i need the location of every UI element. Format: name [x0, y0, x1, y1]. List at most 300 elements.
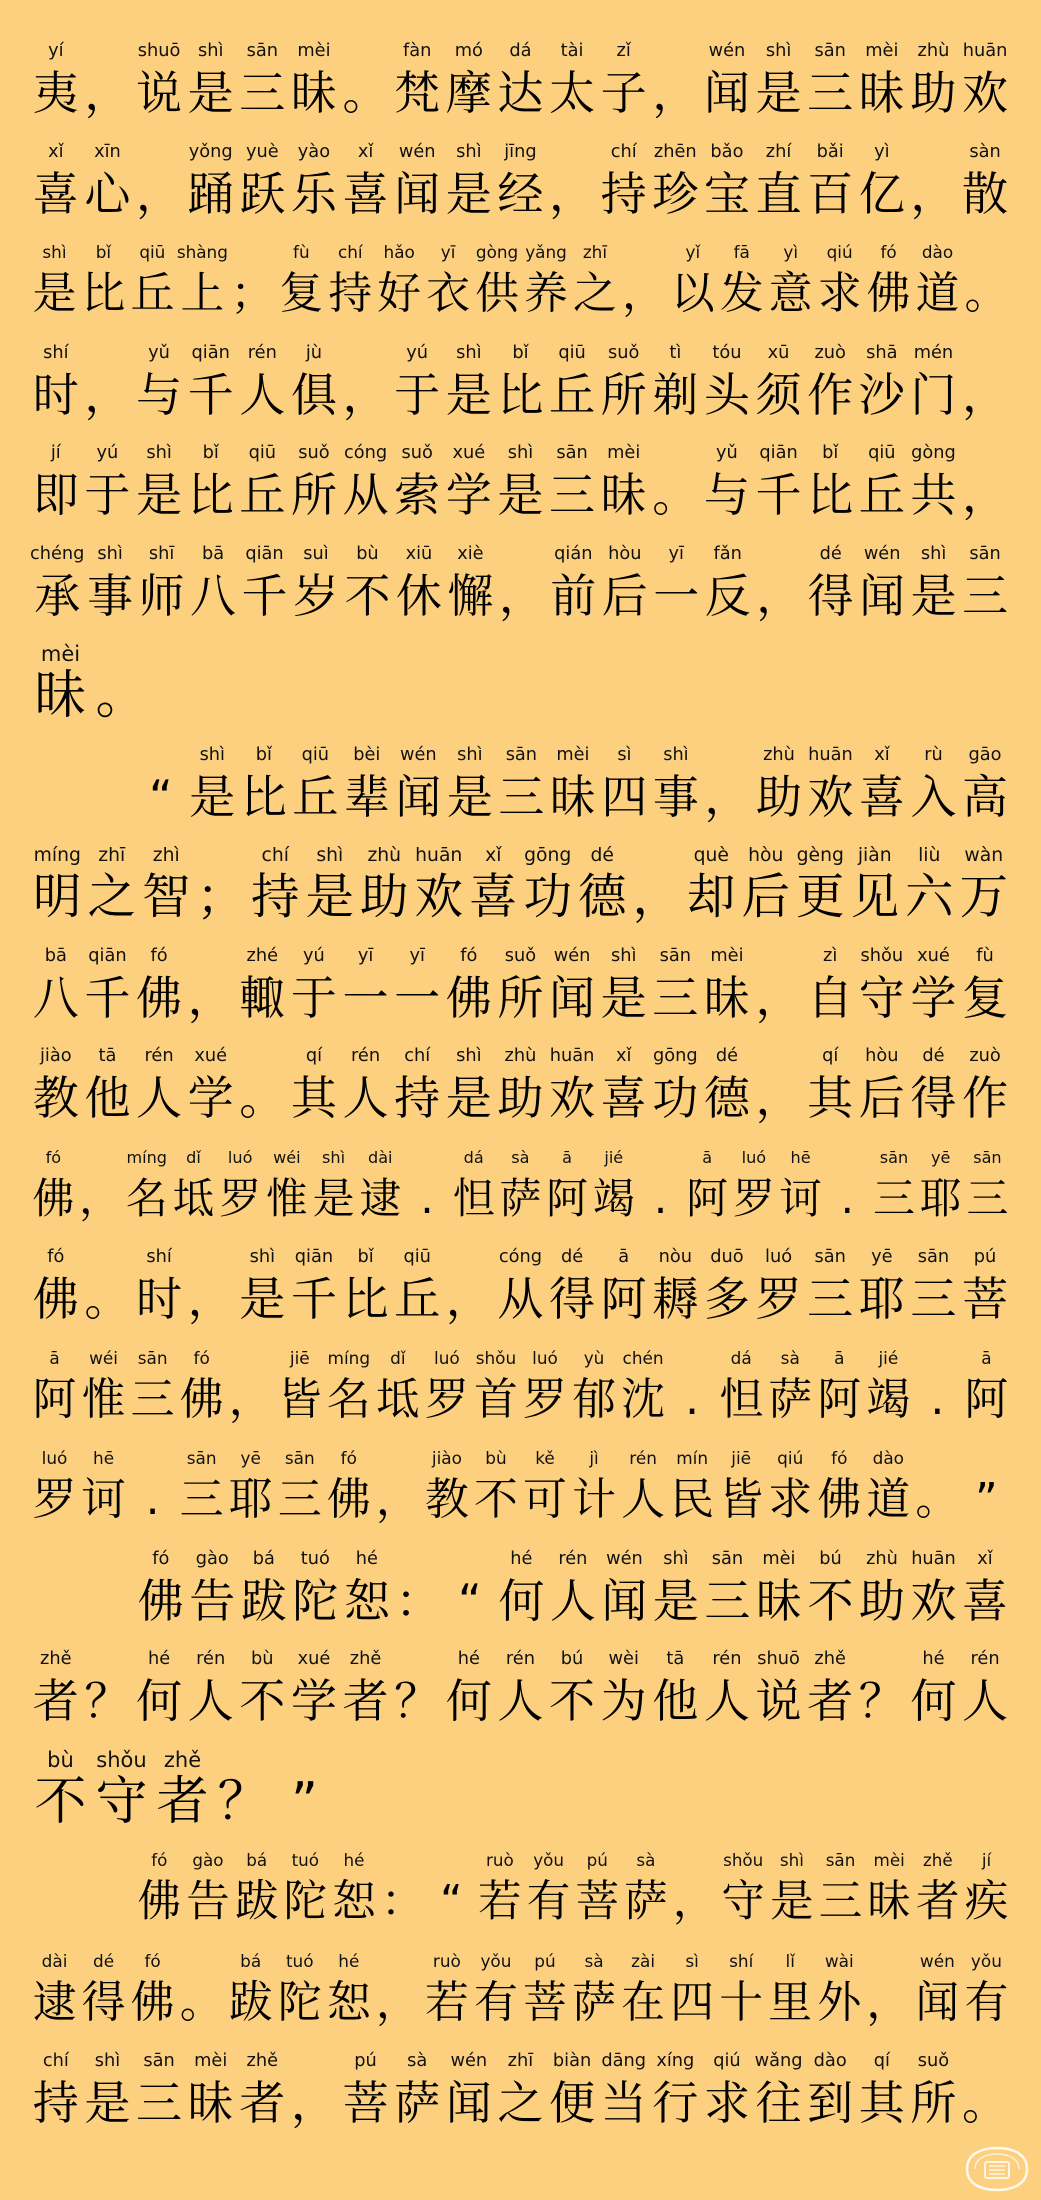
pinyin: huān: [911, 1548, 956, 1569]
hanzi: 竭: [592, 1173, 635, 1223]
character-with-pinyin: [128, 1948, 177, 2031]
hanzi: 是: [770, 1877, 814, 1927]
character-with-pinyin: [804, 38, 856, 121]
character-with-pinyin: [128, 239, 177, 322]
character-with-pinyin: [520, 1948, 569, 2031]
hanzi: 八: [32, 970, 79, 1025]
pinyin: shì: [663, 1548, 689, 1569]
hanzi: ？: [217, 1771, 270, 1832]
hanzi: 事: [87, 568, 134, 623]
hanzi: 恕: [343, 1573, 390, 1628]
character-with-pinyin: [288, 1646, 340, 1729]
pinyin: jiē: [731, 1448, 752, 1468]
hanzi: ，: [228, 1373, 273, 1425]
hanzi: 。: [915, 1474, 960, 1525]
hanzi: 以: [670, 268, 715, 319]
hanzi: 佛: [136, 970, 183, 1025]
pinyin: bǐ: [512, 342, 529, 363]
hanzi: 夷: [32, 66, 79, 120]
character-with-pinyin: [135, 1546, 187, 1629]
pinyin: hé: [355, 1548, 378, 1569]
hanzi: 后: [601, 568, 648, 623]
character-with-pinyin: [570, 1948, 619, 2031]
hanzi: 喜: [858, 769, 905, 824]
character-with-pinyin: [290, 541, 341, 624]
pinyin: bù: [485, 1448, 507, 1468]
character-with-pinyin: [340, 139, 392, 222]
hanzi: 复: [962, 970, 1009, 1025]
hanzi: 与: [703, 468, 750, 522]
pinyin: qí: [873, 2051, 890, 2071]
pinyin: ā: [618, 1247, 630, 1267]
hanzi: 罗: [424, 1373, 469, 1425]
character-with-pinyin: [753, 38, 805, 121]
character-with-pinyin: [133, 1646, 185, 1729]
pinyin: yǒu: [970, 1950, 1002, 1971]
character-with-pinyin: [427, 1847, 476, 1930]
hanzi: ，: [290, 2076, 337, 2130]
character-with-pinyin: [340, 38, 392, 121]
character-with-pinyin: [133, 139, 185, 222]
character-with-pinyin: [443, 1244, 495, 1327]
hanzi: 阿: [546, 1173, 589, 1223]
character-with-pinyin: [856, 943, 908, 1026]
pinyin: sān: [814, 1247, 846, 1267]
hanzi: 人: [136, 1071, 183, 1125]
pinyin: cóng: [343, 443, 388, 463]
pinyin: wài: [824, 1950, 854, 1971]
hanzi: 于: [290, 970, 337, 1025]
pinyin: suǒ: [504, 945, 537, 966]
pinyin: xué: [194, 1046, 228, 1066]
character-with-pinyin: [177, 1445, 226, 1528]
hanzi: ：: [395, 1573, 442, 1628]
hanzi: 持: [250, 869, 300, 925]
hanzi: 昧: [703, 970, 750, 1025]
hanzi: ？: [394, 1674, 441, 1728]
character-with-pinyin: [701, 943, 753, 1026]
pinyin: sàn: [969, 141, 1001, 162]
hanzi: ，: [755, 1071, 802, 1125]
hanzi: 不: [549, 1674, 596, 1728]
character-with-pinyin: [702, 1546, 754, 1629]
hanzi: 踊: [187, 166, 234, 221]
character-with-pinyin: [668, 239, 717, 322]
pinyin: qiū: [558, 342, 586, 363]
pinyin: wén: [708, 41, 746, 61]
hanzi: 佛: [137, 1877, 182, 1927]
hanzi: 得: [549, 1272, 596, 1326]
pinyin: shì: [663, 744, 689, 765]
hanzi: 跋: [240, 1573, 287, 1628]
hanzi: ，: [342, 367, 389, 422]
character-with-pinyin: [373, 1345, 422, 1428]
hanzi: 复: [279, 268, 324, 319]
character-with-pinyin: [959, 139, 1011, 222]
character-with-pinyin: [445, 541, 496, 624]
character-with-pinyin: [466, 842, 521, 925]
character-with-pinyin: [908, 340, 960, 423]
hanzi: 衣: [426, 268, 471, 319]
pinyin: rén: [970, 1649, 1000, 1669]
pinyin: zì: [823, 945, 838, 966]
pinyin: yì: [783, 242, 798, 262]
character-with-pinyin: [521, 842, 576, 925]
pinyin: mín: [676, 1448, 709, 1468]
hanzi: 欢: [549, 1071, 596, 1125]
pinyin: qián: [554, 543, 593, 564]
character-with-pinyin: [598, 340, 650, 423]
pinyin: hé: [922, 1649, 945, 1669]
character-with-pinyin: [330, 1847, 379, 1930]
hanzi: 三: [807, 1272, 854, 1326]
hanzi: 便: [549, 2076, 596, 2130]
hanzi: 萨: [394, 2076, 441, 2130]
character-with-pinyin: [701, 440, 753, 523]
hanzi: 是: [312, 1173, 355, 1223]
pinyin: wǎng: [754, 2051, 803, 2071]
hanzi: 萨: [572, 1976, 616, 2028]
character-with-pinyin: [185, 943, 237, 1026]
character-with-pinyin: [185, 1043, 237, 1126]
hanzi: 摩: [445, 66, 492, 120]
hanzi: 民: [670, 1474, 715, 1525]
pinyin: hòu: [865, 1046, 899, 1066]
hanzi: 万: [959, 869, 1008, 925]
hanzi: 人: [703, 1674, 750, 1728]
pinyin: sān: [556, 443, 588, 463]
pinyin: bù: [356, 543, 379, 564]
pinyin: sān: [711, 1548, 744, 1569]
hanzi: 时: [32, 367, 79, 422]
pinyin: shuō: [137, 41, 181, 61]
pinyin: zhě: [349, 1649, 382, 1669]
text-line: [30, 38, 1011, 139]
character-with-pinyin: [701, 2048, 753, 2131]
character-with-pinyin: [133, 1244, 185, 1327]
character-with-pinyin: [79, 239, 128, 322]
hanzi: 意: [768, 268, 813, 319]
hanzi: 共: [910, 468, 957, 522]
character-with-pinyin: [303, 842, 358, 925]
pinyin: wén: [400, 744, 437, 765]
pinyin: qiū: [868, 443, 896, 463]
pinyin: fó: [193, 1347, 210, 1368]
character-with-pinyin: [753, 1646, 805, 1729]
pinyin: zhī: [507, 2051, 534, 2071]
hanzi: 怛: [452, 1173, 495, 1223]
hanzi: ，: [910, 166, 957, 221]
hanzi: 比: [81, 268, 126, 319]
text-line: [30, 742, 1011, 843]
character-with-pinyin: [598, 2048, 650, 2131]
pinyin: wén: [863, 543, 901, 564]
character-with-pinyin: [753, 440, 805, 523]
character-with-pinyin: [702, 541, 753, 624]
pinyin: ruò: [486, 1850, 514, 1870]
hanzi: .: [930, 1373, 945, 1425]
character-with-pinyin: [957, 842, 1012, 925]
character-with-pinyin: [547, 1546, 599, 1629]
pinyin: gào: [192, 1850, 224, 1870]
pinyin: qiān: [294, 1247, 334, 1267]
character-with-pinyin: [326, 239, 375, 322]
hanzi: 者: [156, 1771, 209, 1832]
hanzi: 求: [703, 2076, 750, 2130]
character-with-pinyin: [281, 1847, 330, 1930]
hanzi: 人: [549, 1573, 596, 1628]
character-with-pinyin: [856, 1546, 908, 1629]
hanzi: 辈: [343, 769, 390, 824]
text-line: [30, 1546, 1011, 1647]
pinyin: yuè: [245, 141, 279, 162]
hanzi: 懈: [447, 568, 494, 623]
character-with-pinyin: [959, 1546, 1011, 1629]
pinyin: fù: [976, 945, 994, 966]
character-with-pinyin: [185, 2048, 237, 2131]
character-with-pinyin: [79, 1345, 128, 1428]
text-line: [30, 340, 1011, 441]
character-with-pinyin: [575, 842, 630, 925]
character-with-pinyin: [547, 742, 599, 825]
character-with-pinyin: [239, 541, 290, 624]
pinyin: wéi: [273, 1147, 301, 1167]
pinyin: jiào: [39, 1046, 72, 1066]
character-with-pinyin: [30, 842, 85, 925]
hanzi: 三: [910, 1272, 957, 1326]
pinyin: mèi: [710, 945, 744, 966]
pinyin: yù: [583, 1347, 605, 1368]
character-with-pinyin: [546, 440, 598, 523]
hanzi: ，: [498, 568, 545, 623]
character-with-pinyin: [340, 440, 392, 523]
character-with-pinyin: [443, 943, 495, 1026]
pinyin: jiàn: [857, 845, 892, 866]
pinyin: pú: [354, 2051, 377, 2071]
character-with-pinyin: [288, 139, 340, 222]
character-with-pinyin: [226, 1345, 275, 1428]
hanzi: 师: [138, 568, 185, 623]
pinyin: bù: [251, 1649, 274, 1669]
hanzi: 菩: [575, 1877, 620, 1927]
hanzi: ？: [858, 1674, 905, 1728]
hanzi: .: [685, 1373, 700, 1425]
character-with-pinyin: [619, 1345, 668, 1428]
character-with-pinyin: [443, 38, 495, 121]
character-with-pinyin: [288, 2048, 340, 2131]
hanzi: 是: [445, 367, 492, 422]
hanzi: 三: [130, 1373, 175, 1425]
pinyin: sān: [137, 1347, 168, 1368]
hanzi: 逮: [32, 1976, 77, 2028]
character-with-pinyin: [651, 541, 702, 624]
hanzi: ，: [187, 970, 234, 1025]
pinyin: bú: [560, 1649, 584, 1669]
character-with-pinyin: [650, 1244, 702, 1327]
hanzi: 是: [446, 769, 493, 824]
pinyin: xué: [917, 945, 950, 966]
pinyin: shī: [148, 543, 175, 564]
character-with-pinyin: [341, 1546, 393, 1629]
hanzi: 。: [84, 1272, 131, 1326]
pinyin: jù: [305, 342, 323, 363]
character-with-pinyin: [444, 1546, 496, 1629]
hanzi: 助: [858, 1573, 905, 1628]
hanzi: 不: [807, 1573, 854, 1628]
hanzi: 经: [497, 166, 544, 221]
pinyin: shì: [920, 543, 947, 564]
pinyin: qiū: [139, 242, 166, 262]
character-with-pinyin: [650, 742, 702, 825]
hanzi: 持: [600, 166, 647, 221]
pinyin: bá: [240, 1950, 262, 1971]
pinyin: dài: [41, 1950, 68, 1971]
character-with-pinyin: [133, 38, 185, 121]
pinyin: duō: [710, 1247, 744, 1267]
hanzi: 三: [966, 1173, 1009, 1223]
character-with-pinyin: [288, 38, 340, 121]
character-with-pinyin: [226, 1948, 275, 2031]
hanzi: ，: [79, 1173, 121, 1223]
character-with-pinyin: [701, 38, 753, 121]
hanzi: ，: [621, 268, 666, 319]
pinyin: yú: [303, 945, 325, 966]
hanzi: 萨: [768, 1373, 813, 1425]
pinyin: jí: [981, 1850, 992, 1870]
hanzi: ，: [652, 66, 699, 120]
pinyin: tóu: [712, 342, 742, 363]
pinyin: zhī: [98, 845, 126, 866]
character-with-pinyin: [288, 340, 340, 423]
character-with-pinyin: [30, 1345, 79, 1428]
hanzi: .: [653, 1173, 668, 1223]
character-with-pinyin: [341, 742, 393, 825]
character-with-pinyin: [30, 943, 82, 1026]
pinyin: wàn: [964, 845, 1004, 866]
hanzi: 萨: [624, 1877, 668, 1927]
text-line: [30, 1646, 1011, 1747]
character-with-pinyin: [804, 440, 856, 523]
character-with-pinyin: [753, 2048, 805, 2131]
hanzi: 佛: [326, 1474, 371, 1525]
character-with-pinyin: [701, 340, 753, 423]
pinyin: qiū: [248, 443, 277, 463]
character-with-pinyin: [959, 943, 1011, 1026]
character-with-pinyin: [739, 842, 794, 925]
character-with-pinyin: [753, 139, 805, 222]
hanzi: 丘: [130, 268, 175, 319]
hanzi: 德: [703, 1071, 750, 1125]
character-with-pinyin: [717, 239, 766, 322]
pinyin: sān: [973, 1147, 1002, 1167]
character-with-pinyin: [522, 239, 571, 322]
hanzi: 者: [342, 1674, 389, 1728]
hanzi: 阿: [817, 1373, 862, 1425]
hanzi: 闻: [549, 970, 596, 1025]
hanzi: 求: [817, 268, 862, 319]
pinyin: tài: [560, 41, 584, 61]
hanzi: 告: [186, 1877, 230, 1927]
character-with-pinyin: [238, 742, 290, 825]
character-with-pinyin: [650, 139, 702, 222]
character-with-pinyin: [865, 1847, 914, 1930]
character-with-pinyin: [30, 1445, 79, 1528]
text-line: [30, 239, 1011, 340]
hanzi: 是: [497, 468, 544, 522]
pinyin: yǎng: [525, 242, 567, 262]
hanzi: 闻: [395, 769, 442, 824]
character-with-pinyin: [391, 38, 443, 121]
pinyin: sān: [246, 41, 279, 61]
character-with-pinyin: [599, 541, 650, 624]
hanzi: 所: [600, 367, 647, 422]
hanzi: 罗: [755, 1272, 802, 1326]
hanzi: 菩: [962, 1272, 1009, 1326]
character-with-pinyin: [590, 1144, 637, 1227]
pinyin: shì: [322, 1147, 346, 1167]
character-with-pinyin: [443, 1646, 495, 1729]
hanzi: ，: [632, 869, 681, 925]
pinyin: gòng: [475, 242, 519, 262]
character-with-pinyin: [598, 1646, 650, 1729]
character-with-pinyin: [391, 943, 443, 1026]
hanzi: 百: [807, 166, 854, 221]
character-with-pinyin: [668, 1445, 717, 1528]
character-with-pinyin: [917, 1144, 964, 1227]
hanzi: 得: [910, 1071, 957, 1125]
pinyin: hé: [510, 1548, 533, 1569]
character-with-pinyin: [238, 1546, 290, 1629]
pinyin: qiú: [713, 2051, 741, 2071]
pinyin: qiū: [403, 1247, 431, 1267]
character-with-pinyin: [495, 340, 547, 423]
pinyin: zhù: [917, 41, 950, 61]
hanzi: 后: [858, 1071, 905, 1125]
hanzi: 。: [652, 468, 699, 522]
pinyin: dé: [590, 845, 614, 866]
hanzi: 告: [189, 1573, 236, 1628]
pinyin: bǐ: [255, 744, 272, 765]
character-with-pinyin: [237, 1043, 289, 1126]
pinyin: zhù: [504, 1046, 537, 1066]
pinyin: qiū: [301, 744, 329, 765]
hanzi: ，: [756, 568, 803, 623]
pinyin: shì: [42, 242, 67, 262]
text-line: [30, 1948, 1011, 2049]
hanzi: 一: [342, 970, 389, 1025]
character-with-pinyin: [324, 1345, 373, 1428]
hanzi: 喜: [32, 166, 79, 221]
hanzi: ”: [291, 1771, 318, 1832]
character-with-pinyin: [856, 440, 908, 523]
character-with-pinyin: [804, 943, 856, 1026]
character-with-pinyin: [393, 541, 444, 624]
character-with-pinyin: [753, 541, 804, 624]
character-with-pinyin: [766, 1948, 815, 2031]
hanzi: 其: [807, 1071, 854, 1125]
pinyin: rén: [247, 342, 277, 363]
hanzi: 佛: [866, 268, 911, 319]
character-with-pinyin: [546, 2048, 598, 2131]
hanzi: 昧: [290, 66, 337, 120]
pinyin: jiào: [431, 1448, 462, 1468]
pinyin: hé: [457, 1649, 480, 1669]
hanzi: 。: [239, 1071, 286, 1125]
hanzi: ；: [196, 869, 245, 925]
hanzi: 承: [34, 568, 81, 623]
text-line: [30, 139, 1011, 240]
hanzi: 何: [136, 1674, 183, 1728]
